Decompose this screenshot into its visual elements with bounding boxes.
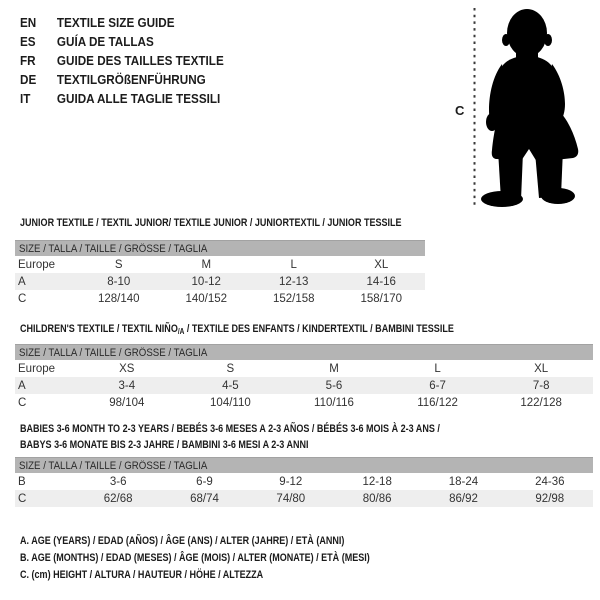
value-cell: 9-12 (279, 475, 303, 488)
size-cell: XL (534, 362, 549, 375)
table-row-height (15, 394, 593, 411)
table-row-height (15, 290, 425, 307)
table-row-height (15, 490, 593, 507)
value-cell: 140/152 (185, 292, 228, 305)
babies-title-line1: BABIES 3-6 MONTH TO 2-3 YEARS / BEBÉS 3-6 MESES A 2-3 AÑOS / BÉBÉS 3-6 MOIS À 2-3 ANS / (20, 423, 440, 435)
value-cell: 74/80 (276, 492, 306, 505)
size-header-bar (15, 240, 425, 256)
value-cell: 128/140 (97, 292, 140, 305)
height-marker-label: C (455, 103, 465, 118)
value-cell: 62/68 (103, 492, 133, 505)
table-row-europe (15, 360, 593, 377)
value-cell: 10-12 (191, 275, 221, 288)
size-cell: M (329, 362, 339, 375)
value-cell: 8-10 (107, 275, 131, 288)
row-label: A (18, 379, 26, 392)
language-row (20, 51, 224, 70)
size-cell: L (434, 362, 441, 375)
value-cell: 80/86 (362, 492, 392, 505)
language-title: GUÍA DE TALLAS (56, 34, 154, 49)
legend-line-c: C. (cm) HEIGHT / ALTURA / HAUTEUR / HÖHE / ALTEZZA (20, 569, 264, 581)
value-cell: 24-36 (535, 475, 565, 488)
language-title: TEXTILE SIZE GUIDE (56, 15, 175, 30)
language-code: ES (20, 34, 36, 49)
value-cell: 4-5 (222, 379, 239, 392)
size-header-label: SIZE / TALLA / TAILLE / GRÖSSE / TAGLIA (19, 346, 208, 359)
legend-line-b: B. AGE (MONTHS) / EDAD (MESES) / ÂGE (MOIS) / ALTER (MONATE) / ETÀ (MESI) (20, 552, 370, 564)
value-cell: 158/170 (360, 292, 403, 305)
size-cell: S (114, 258, 123, 271)
value-cell: 104/110 (210, 396, 251, 409)
size-cell: S (226, 362, 235, 375)
table-row-months (15, 473, 593, 490)
value-cell: 122/128 (520, 396, 562, 409)
value-cell: 18-24 (448, 475, 479, 488)
size-cell: XL (374, 258, 389, 271)
language-code: EN (20, 15, 37, 30)
language-row (20, 70, 224, 89)
value-cell: 14-16 (366, 275, 396, 288)
row-label: C (18, 292, 27, 305)
children-size-table (15, 344, 593, 411)
baby-silhouette-icon (447, 0, 595, 215)
value-cell: 68/74 (190, 492, 219, 505)
value-cell: 98/104 (109, 396, 145, 409)
row-label: B (18, 475, 26, 488)
language-code: IT (20, 91, 31, 106)
babies-title-line2: BABYS 3-6 MONATE BIS 2-3 JAHRE / BAMBINI 3-6 MESI A 2-3 ANNI (20, 439, 309, 451)
legend (20, 533, 447, 584)
table-row-age (15, 273, 425, 290)
language-row (20, 89, 224, 108)
value-cell: 12-13 (279, 275, 309, 288)
language-title: TEXTILGRÖßENFÜHRUNG (56, 72, 206, 87)
junior-size-table (15, 240, 425, 307)
value-cell: 12-18 (362, 475, 392, 488)
table-row-age (15, 377, 593, 394)
baby-height-figure (447, 0, 595, 215)
legend-line-a: A. AGE (YEARS) / EDAD (AÑOS) / ÂGE (ANS) / ALTER (JAHRE) / ETÀ (ANNI) (20, 535, 345, 547)
value-cell: 110/116 (314, 396, 354, 409)
value-cell: 5-6 (325, 379, 343, 392)
language-code: DE (20, 72, 37, 87)
babies-size-table (15, 457, 593, 507)
value-cell: 92/98 (535, 492, 565, 505)
row-label: Europe (18, 362, 56, 375)
value-cell: 6-7 (429, 379, 446, 392)
size-cell: L (290, 258, 297, 271)
row-label: C (18, 492, 27, 505)
row-label: A (18, 275, 26, 288)
size-header-label: SIZE / TALLA / TAILLE / GRÖSSE / TAGLIA (19, 242, 208, 255)
table-row-europe (15, 256, 425, 273)
babies-table-title (20, 421, 440, 453)
language-title-list (20, 13, 246, 108)
children-table-title (20, 321, 454, 340)
language-title: GUIDE DES TAILLES TEXTILE (56, 53, 224, 68)
children-title-sub: /A (177, 327, 185, 336)
value-cell: 7-8 (532, 379, 550, 392)
value-cell: 152/158 (272, 292, 315, 305)
size-cell: M (201, 258, 212, 271)
language-row (20, 13, 224, 32)
value-cell: 86/92 (449, 492, 478, 505)
size-cell: XS (119, 362, 135, 375)
value-cell: 3-4 (118, 379, 136, 392)
value-cell: 116/122 (417, 396, 458, 409)
language-code: FR (20, 53, 36, 68)
children-title-rest: / TEXTILE DES ENFANTS / KINDERTEXTIL / BAMBINI TESSILE (184, 323, 454, 335)
language-row (20, 32, 224, 51)
row-label: Europe (18, 258, 56, 271)
children-title-main: CHILDREN'S TEXTILE / TEXTIL NIÑO (20, 323, 178, 335)
size-header-label: SIZE / TALLA / TAILLE / GRÖSSE / TAGLIA (19, 459, 208, 472)
size-header-bar (15, 457, 593, 473)
value-cell: 3-6 (109, 475, 127, 488)
junior-table-title: JUNIOR TEXTILE / TEXTIL JUNIOR/ TEXTILE JUNIOR / JUNIORTEXTIL / JUNIOR TESSILE (20, 217, 402, 229)
size-header-bar (15, 344, 593, 360)
value-cell: 6-9 (196, 475, 213, 488)
row-label: C (18, 396, 27, 409)
language-title: GUIDA ALLE TAGLIE TESSILI (56, 91, 221, 106)
